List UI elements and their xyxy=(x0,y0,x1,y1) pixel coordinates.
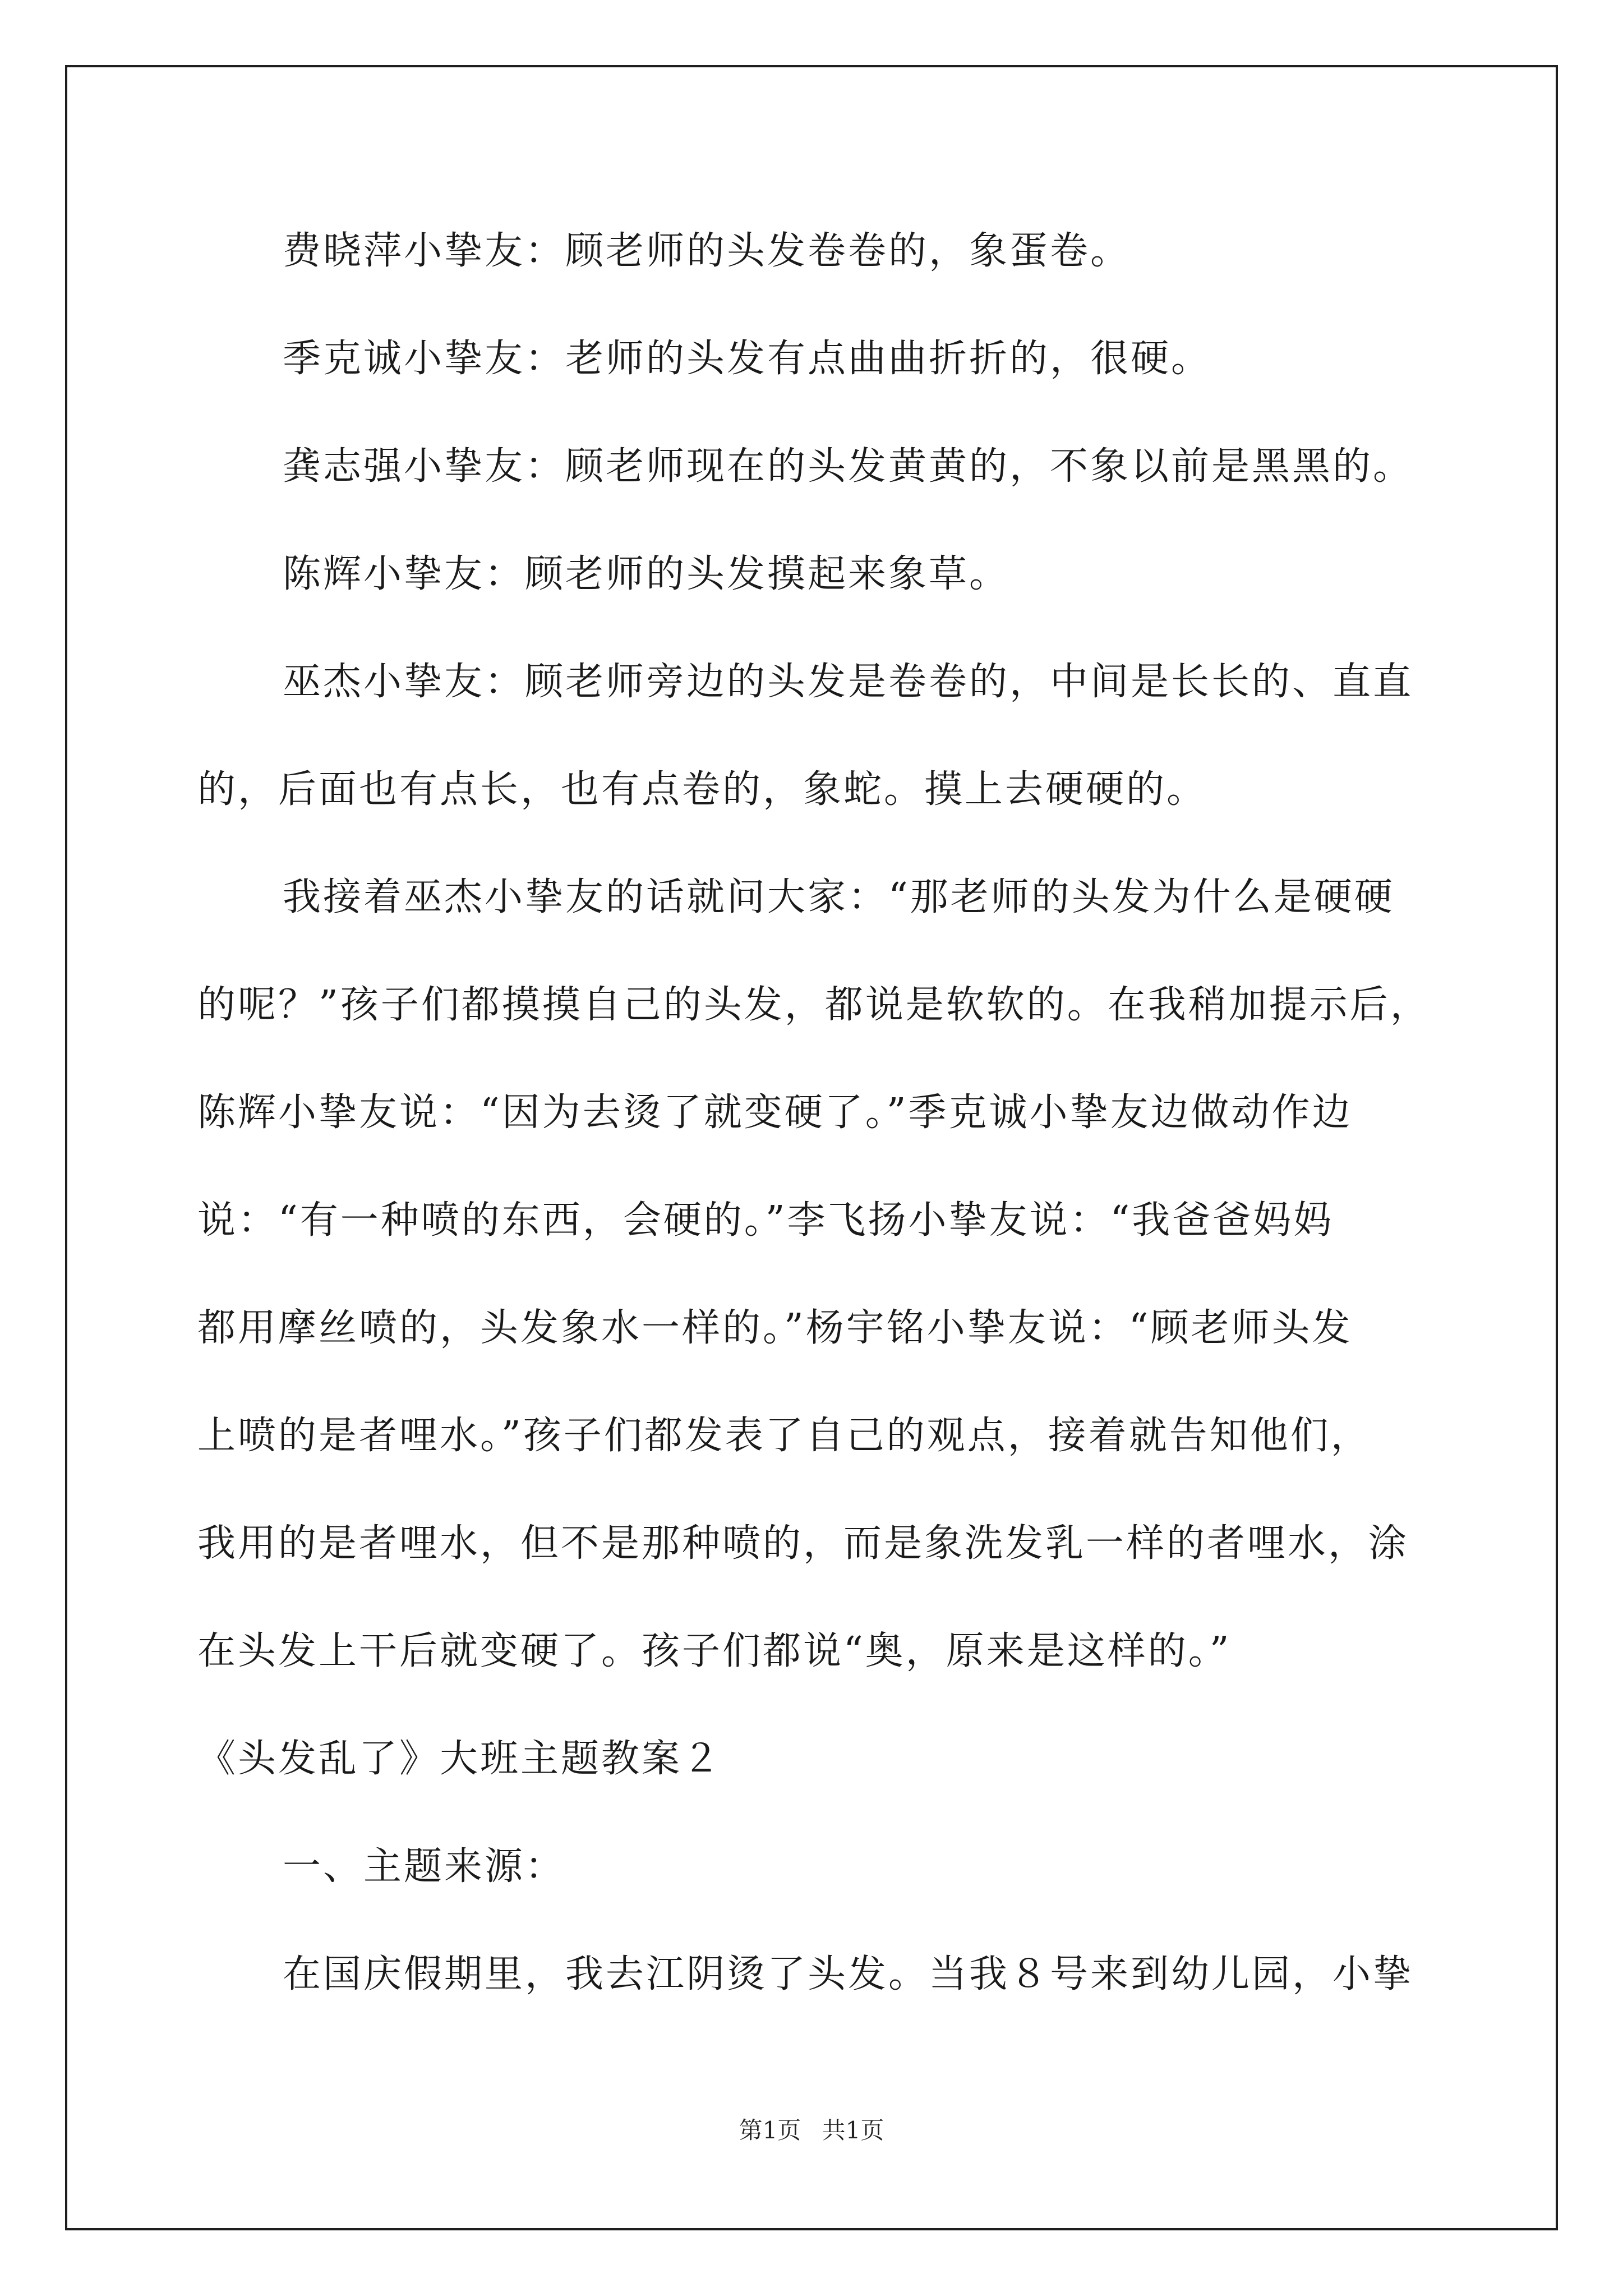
page-footer xyxy=(0,2114,1623,2147)
page-number: 第1页 xyxy=(739,2116,801,2144)
paragraph-line: 的呢？”孩子们都摸摸自己的头发，都说是软软的。在我稍加提示后， xyxy=(197,983,1431,1027)
paragraph-line: 在国庆假期里，我去江阴烫了头发。当我８号来到幼儿园，小挚 xyxy=(283,1952,1414,1996)
paragraph-line: 陈辉小挚友说：“因为去烫了就变硬了。”季克诚小挚友边做动作边 xyxy=(197,1091,1353,1135)
paragraph-line: 陈辉小挚友：顾老师的头发摸起来象草。 xyxy=(283,552,1010,596)
paragraph-line: 都用摩丝喷的，头发象水一样的。”杨宇铭小挚友说：“顾老师头发 xyxy=(197,1306,1353,1350)
paragraph-line: 上喷的是者哩水。”孩子们都发表了自己的观点，接着就告知他们， xyxy=(197,1414,1371,1458)
paragraph-line: 巫杰小挚友：顾老师旁边的头发是卷卷的，中间是长长的、直直 xyxy=(283,660,1414,704)
paragraph-line: 龚志强小挚友：顾老师现在的头发黄黄的，不象以前是黑黑的。 xyxy=(283,444,1414,489)
paragraph-line: 在头发上干后就变硬了。孩子们都说“奥，原来是这样的。” xyxy=(197,1629,1232,1673)
section-title: 《头发乱了》大班主题教案２ xyxy=(197,1737,723,1781)
paragraph-line: 的，后面也有点长，也有点卷的，象蛇。摸上去硬硬的。 xyxy=(197,767,1207,812)
page-border xyxy=(65,65,1558,2230)
page-total: 共1页 xyxy=(822,2116,884,2144)
paragraph-line: 费晓萍小挚友：顾老师的头发卷卷的，象蛋卷。 xyxy=(283,229,1131,273)
paragraph-line: 我接着巫杰小挚友的话就问大家：“那老师的头发为什么是硬硬 xyxy=(283,875,1395,919)
paragraph-line: 我用的是者哩水，但不是那种喷的，而是象洗发乳一样的者哩水，涂 xyxy=(197,1521,1409,1566)
section-heading: 一、主题来源： xyxy=(283,1844,566,1889)
paragraph-line: 说：“有一种喷的东西，会硬的。”李飞扬小挚友说：“我爸爸妈妈 xyxy=(197,1198,1334,1243)
paragraph-line: 季克诚小挚友：老师的头发有点曲曲折折的，很硬。 xyxy=(283,337,1212,381)
